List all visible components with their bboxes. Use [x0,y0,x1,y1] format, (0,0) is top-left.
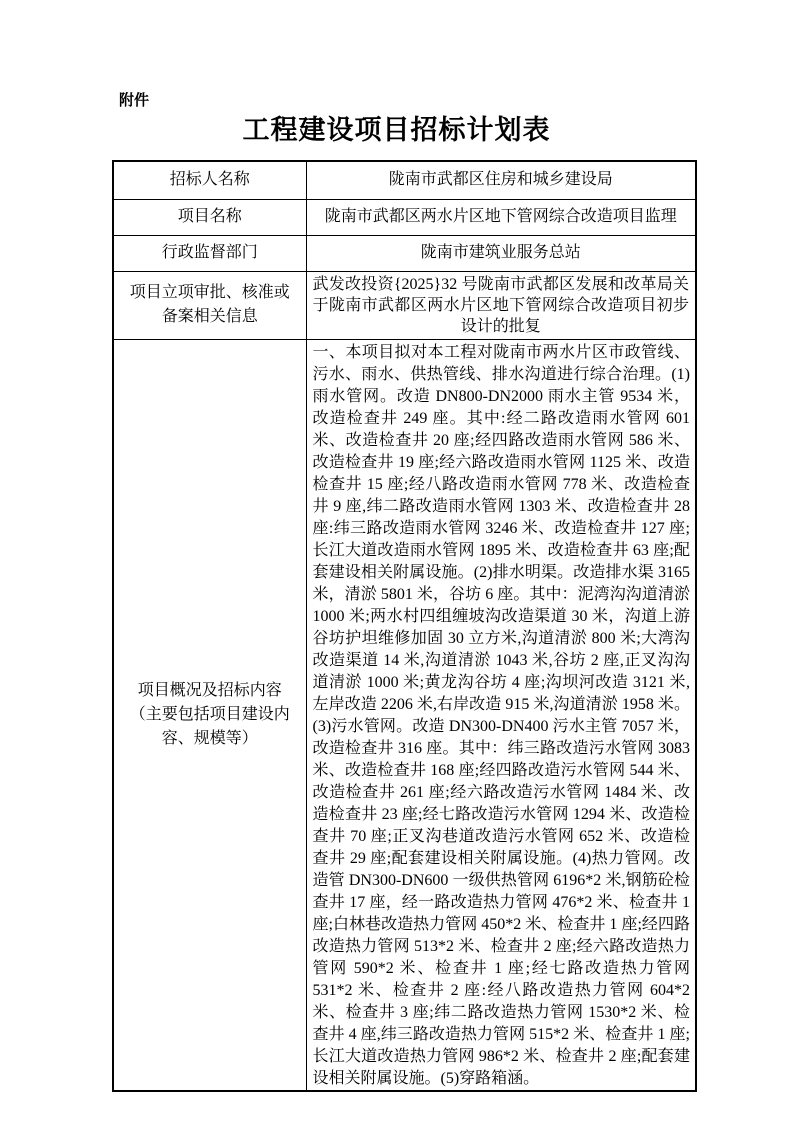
row-value-bidder-name: 陇南市武都区住房和城乡建设局 [306,161,696,199]
table-row-project-overview [113,339,696,1091]
table-row-project-name [113,199,696,235]
row-value-supervising-department: 陇南市建筑业服务总站 [306,235,696,271]
row-label-supervising-department: 行政监督部门 [113,235,306,271]
page-title: 工程建设项目招标计划表 [242,115,551,145]
table-row-approval-info [113,271,696,339]
row-value-project-overview: 一、本项目拟对本工程对陇南市两水片区市政管线、污水、雨水、供热管线、排水沟道进行综合治理。(1)雨水管网。改造 DN800-DN2000 雨水主管 9534 米，改造检查井 249 座。其中:经二路改造雨水管网 601 米、改造检查井 20 座;经四路改造雨水管网 586 米、改造检查井 19 座;经六路改造雨水管网 1125 米、改造检查井 15 座;经八路改造雨水管网 778 米、改造检查井 9 座,纬二路改造雨水管网 1303 米、改造检查井 28 座:纬三路改造雨水管网 3246 米、改造检查井 127 座;长江大道改造雨水管网 1895 米、改造检查井 63 座;配套建设相关附属设施。(2)排水明渠。改造排水渠 3165 米，清淤 5801 米，谷坊 6 座。其中：泥湾沟沟道清淤 1000 米;两水村四组缠坡沟改造渠道 30 米，沟道上游谷坊护坦维修加固 30 立方米,沟道清淤 800 米;大湾沟改造渠道 14 米,沟道清淤 1043 米,谷坊 2 座,正叉沟沟道清淤 1000 米;黄龙沟谷坊 4 座;沟坝河改造 3121 米,左岸改造 2206 米,右岸改造 915 米,沟道清淤 1958 米。(3)污水管网。改造 DN300-DN400 污水主管 7057 米，改造检查井 316 座。其中：纬三路改造污水管网 3083 米、改造检查井 168 座;经四路改造污水管网 544 米、改造检查井 261 座;经六路改造污水管网 1484 米、改造检查井 23 座;经七路改造污水管网 1294 米、改造检查井 70 座;正叉沟巷道改造污水管网 652 米、改造检查井 29 座;配套建设相关附属设施。(4)热力管网。改造管 DN300-DN600 一级供热管网 6196*2 米,钢筋砼检查井 17 座，经一路改造热力管网 476*2 米、检查井 1 座;白林巷改造热力管网 450*2 米、检查井 1 座;经四路改造热力管网 513*2 米、检查井 2 座;经六路改造热力管网 590*2 米、检查井 1 座;经七路改造热力管网 531*2 米、检查井 2 座:经八路改造热力管网 604*2 米、检查井 3 座;纬二路改造热力管网 1530*2 米、检查井 4 座,纬三路改造热力管网 515*2 米、检查井 1 座;长江大道改造热力管网 986*2 米、检查井 2 座;配套建设相关附属设施。(5)穿路箱涵。 [306,339,696,1091]
row-label-approval-info: 项目立项审批、核准或备案相关信息 [113,271,306,339]
row-label-project-overview: 项目概况及招标内容（主要包括项目建设内容、规模等） [113,339,306,1091]
table-row-bidder-name [113,161,696,199]
row-value-project-name: 陇南市武都区两水片区地下管网综合改造项目监理 [306,199,696,235]
attachment-label: 附件 [119,92,150,109]
row-value-approval-info: 武发改投资{2025}32 号陇南市武都区发展和改革局关于陇南市武都区两水片区地下管网综合改造项目初步设计的批复 [306,271,696,339]
row-label-bidder-name: 招标人名称 [113,161,306,199]
bidding-plan-table [112,160,697,1092]
table-row-supervising-department [113,235,696,271]
row-label-project-name: 项目名称 [113,199,306,235]
